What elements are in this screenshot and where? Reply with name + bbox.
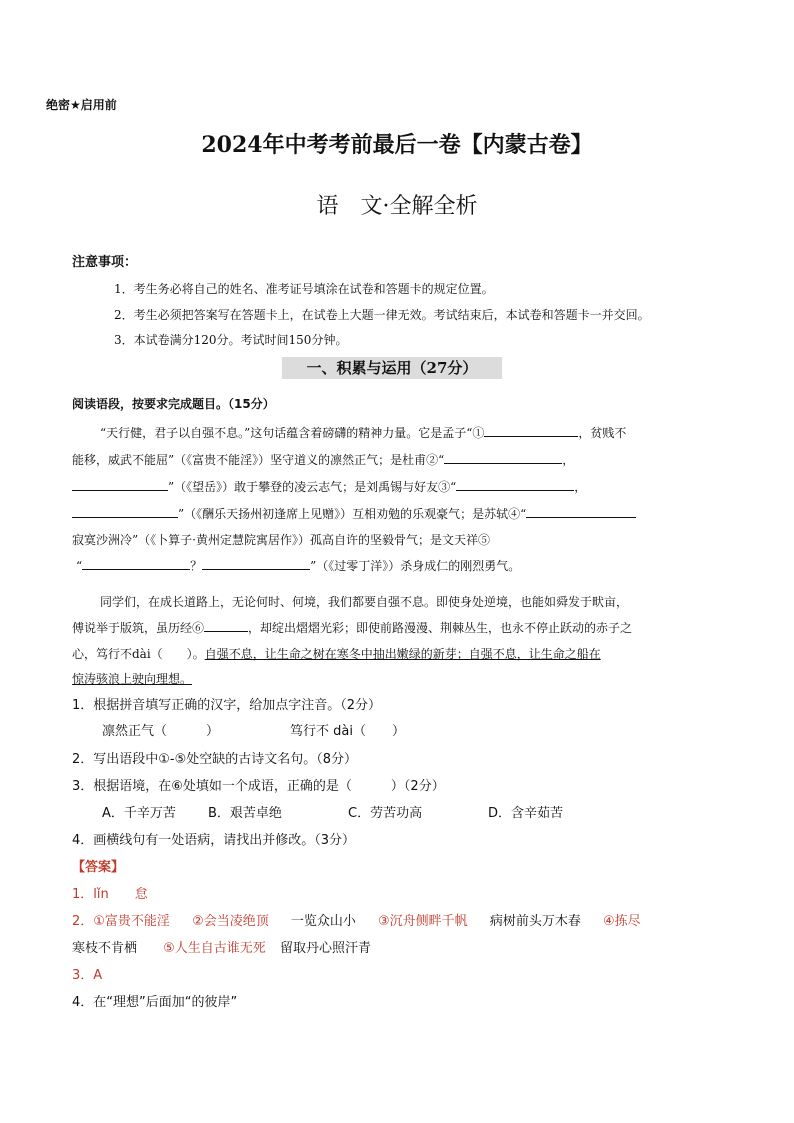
option-b: B．艰苦卓绝: [208, 806, 282, 821]
passage-line-5: 寂寞沙洲冷”（《卜算子·黄州定慧院寓居作》）孤高自许的坚毅骨气；是文天祥⑤: [72, 533, 490, 547]
option-c: C．劳苦功高: [348, 806, 423, 821]
confidential-mark: 绝密★启用前: [46, 98, 117, 112]
answer-2-line-2: 寒枝不肯栖 ⑤人生自古谁无死 留取丹心照汗青: [72, 941, 371, 956]
blank-6: [204, 619, 248, 632]
answer-1: 1．lǐn 怠: [72, 887, 148, 902]
passage-line-3: ”（《望岳》）敢于攀登的凌云志气；是刘禹锡与好友③“ ，: [72, 478, 586, 495]
option-d: D．含辛茹苦: [488, 806, 564, 821]
passage-line-7: 同学们，在成长道路上，无论何时、何境，我们都要自强不息。即使身处逆境，也能如舜发于畎亩，: [100, 595, 629, 609]
underlined-sentence-end: 惊涛骇浪上驶向理想。: [72, 672, 193, 686]
blank-4: [526, 505, 636, 518]
question-1-a: 凛然正气（ ）: [102, 724, 220, 739]
passage-line-4: ”（《酬乐天扬州初逢席上见赠》）互相劝勉的乐观豪气；是苏轼④“: [72, 505, 636, 522]
question-2: 2．写出语段中①-⑤处空缺的古诗文名句。（8分）: [72, 752, 358, 767]
passage-line-1: “天行健，君子以自强不息。”这句话蕴含着磅礴的精神力量。它是孟子“① ，贫贱不: [100, 426, 627, 440]
notice-item-3: 3．本试卷满分120分。考试时间150分钟。: [114, 333, 348, 347]
notice-item-2: 2．考生必须把答案写在答题卡上，在试卷上大题一律无效。考试结束后，本试卷和答题卡一并交回。: [114, 308, 650, 322]
section-title: 一、积累与运用（27分）: [282, 357, 502, 379]
blank-3a: [456, 478, 574, 491]
blank-1: [484, 424, 578, 437]
passage-line-8: 傅说举于版筑，虽历经⑥ ，却绽出熠熠光彩；即使前路漫漫、荆棘丛生，也永不停止跃动的赤子之: [72, 621, 633, 635]
notice-item-1: 1．考生务必将自己的姓名、准考证号填涂在试卷和答题卡的规定位置。: [114, 282, 494, 296]
blank-5b: [202, 557, 310, 570]
question-4: 4．画横线句有一处语病，请找出并修改。（3分）: [72, 833, 356, 848]
page-title: 2024年中考考前最后一卷【内蒙古卷】: [201, 132, 593, 158]
page-subtitle: 语 文·全解全析: [316, 194, 478, 219]
reading-heading: 阅读语段，按要求完成题目。（15分）: [72, 397, 275, 411]
answer-2-line-1: 2．①富贵不能淫 ②会当凌绝顶 一览众山小 ③沉舟侧畔千帆 病树前头万木春 ④拣尽: [72, 914, 641, 929]
answer-heading: 【答案】: [72, 860, 125, 875]
question-1-b: 笃行不 dài（ ）: [290, 724, 405, 739]
passage-line-10: [72, 670, 192, 687]
option-a: A．千辛万苦: [102, 806, 176, 821]
passage-line-6: “ ？ ”（《过零丁洋》）杀身成仁的刚烈勇气。: [76, 559, 521, 573]
answer-3: 3．A: [72, 968, 103, 983]
blank-2b: [72, 478, 168, 491]
question-1: 1．根据拼音填写正确的汉字，给加点字注音。（2分）: [72, 698, 382, 713]
blank-3b: [72, 505, 178, 518]
blank-5a: [82, 557, 190, 570]
question-3: 3．根据语境，在⑥处填如一个成语，正确的是（ ）（2分）: [72, 779, 445, 794]
passage-line-9: 心，笃行不dài（ ）。自强不息，让生命之树在寒冬中抽出嫩绿的新芽；自强不息，让生命之船在: [72, 647, 601, 661]
underlined-sentence: 自强不息，让生命之树在寒冬中抽出嫩绿的新芽；自强不息，让生命之船在: [204, 647, 601, 661]
blank-2a: [444, 451, 562, 464]
passage-line-2: 能移，威武不能屈”（《富贵不能淫》）坚守道义的凛然正气；是杜甫②“ ，: [72, 453, 575, 467]
answer-4: 4．在“理想”后面加“的彼岸”: [72, 995, 238, 1010]
notice-heading: 注意事项：: [72, 255, 138, 270]
